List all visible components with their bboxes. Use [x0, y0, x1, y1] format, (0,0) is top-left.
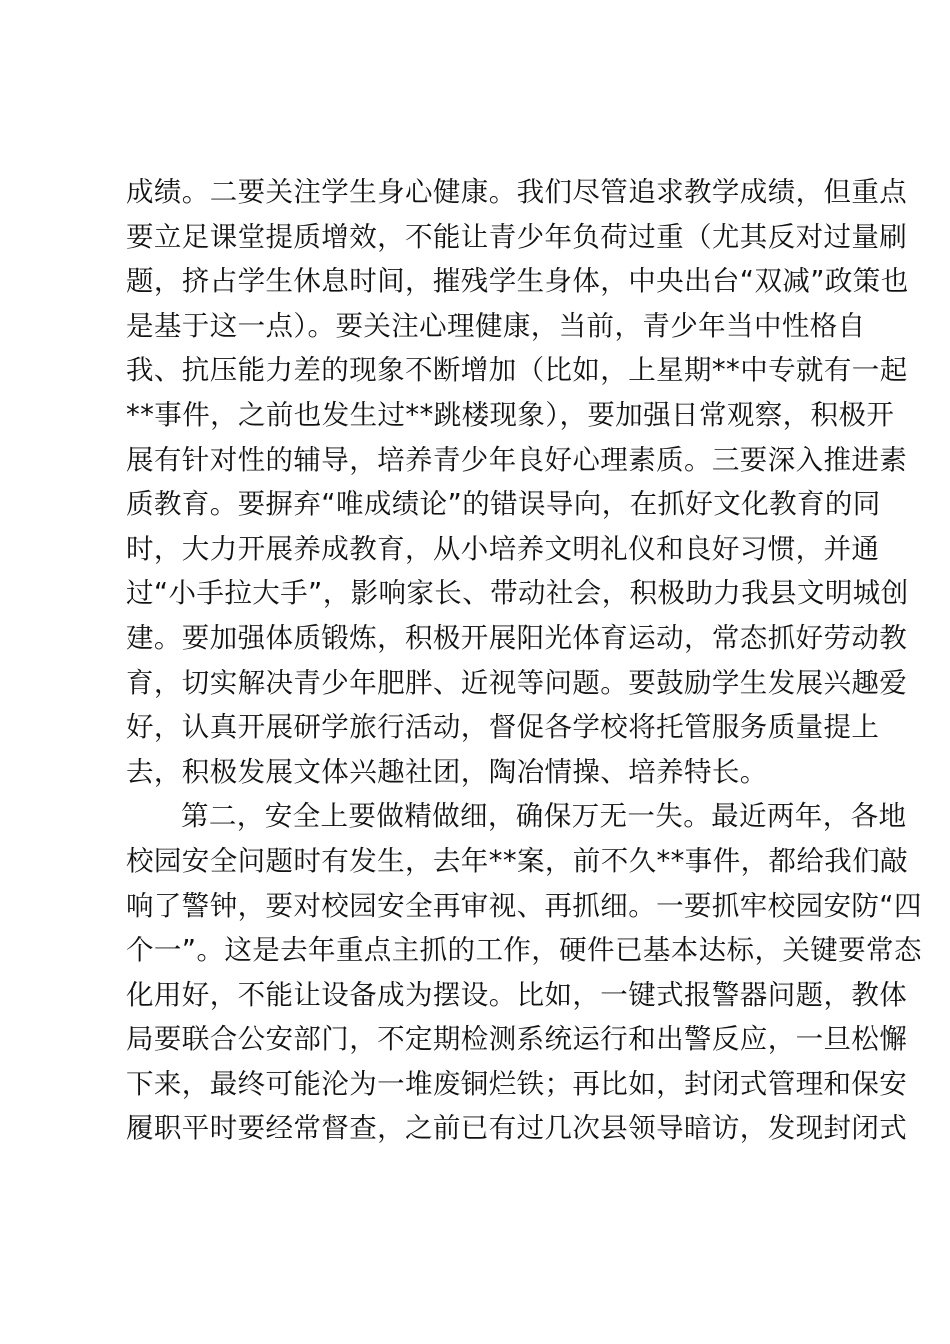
text-line: 化用好，不能让设备成为摆设。比如，一键式报警器问题，教体	[126, 978, 908, 1011]
text-line: 下来，最终可能沦为一堆废铜烂铁；再比如，封闭式管理和保安	[126, 1067, 908, 1100]
text-line: 响了警钟，要对校园安全再审视、再抓细。一要抓牢校园安防“四	[126, 889, 922, 922]
text-line: 质教育。要摒弃“唯成绩论”的错误导向，在抓好文化教育的同	[126, 488, 881, 521]
paragraph-end-line: 去，积极发展文体兴趣社团，陶冶情操、培养特长。	[126, 755, 768, 788]
text-line: 成绩。二要关注学生身心健康。我们尽管追求教学成绩，但重点	[126, 176, 908, 208]
text-line: 题，挤占学生休息时间，摧残学生身体，中央出台“双减”政策也	[126, 265, 909, 298]
text-line: 建。要加强体质锻炼，积极开展阳光体育运动，常态抓好劳动教	[126, 621, 908, 654]
text-line: 履职平时要经常督查，之前已有过几次县领导暗访，发现封闭式	[126, 1112, 908, 1145]
text-line: 育，切实解决青少年肥胖、近视等问题。要鼓励学生发展兴趣爱	[126, 666, 908, 699]
text-line: 校园安全问题时有发生，去年**案，前不久**事件，都给我们敲	[126, 844, 908, 877]
paragraph-start-line: 第二，安全上要做精做细，确保万无一失。最近两年，各地	[181, 800, 907, 833]
text-line: 过“小手拉大手”，影响家长、带动社会，积极助力我县文明城创	[126, 577, 909, 610]
text-line: 时，大力开展养成教育，从小培养文明礼仪和良好习惯，并通	[126, 532, 880, 565]
text-line: 局要联合公安部门，不定期检测系统运行和出警反应，一旦松懈	[126, 1023, 908, 1056]
text-line: 个一”。这是去年重点主抓的工作，硬件已基本达标，关键要常态	[126, 934, 922, 967]
body-text	[126, 170, 922, 1151]
text-line: **事件，之前也发生过**跳楼现象），要加强日常观察，积极开	[126, 398, 895, 431]
text-line: 要立足课堂提质增效，不能让青少年负荷过重（尤其反对过量刷	[126, 220, 908, 253]
text-line: 我、抗压能力差的现象不断增加（比如，上星期**中专就有一起	[126, 354, 908, 387]
text-line: 是基于这一点）。要关注心理健康，当前，青少年当中性格自	[126, 309, 866, 342]
text-line: 展有针对性的辅导，培养青少年良好心理素质。三要深入推进素	[126, 443, 908, 476]
text-line: 好，认真开展研学旅行活动，督促各学校将托管服务质量提上	[126, 711, 880, 744]
